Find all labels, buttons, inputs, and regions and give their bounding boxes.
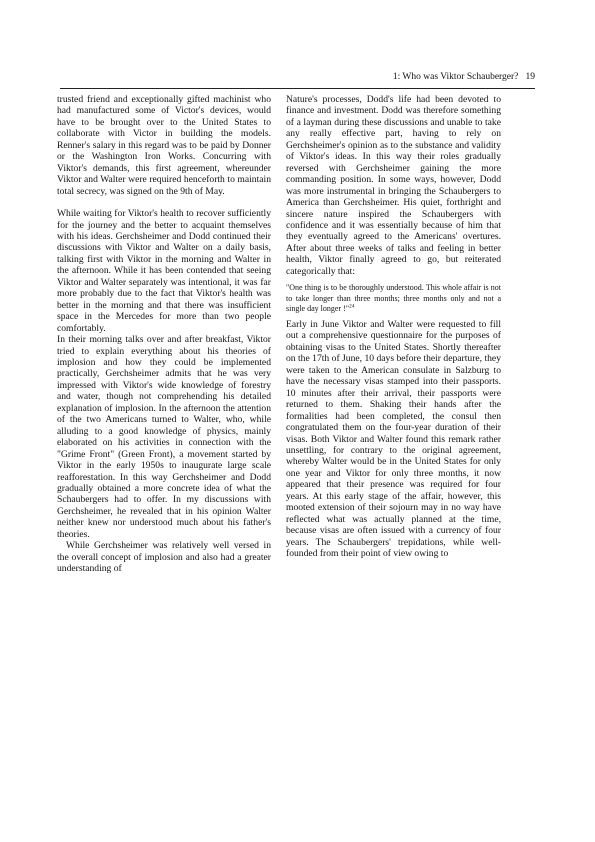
- paragraph: Early in June Viktor and Walter were requested to fill out a comprehensive questionnaire for the purposes of obtaining visas to the United States. Shortly thereafter on the 17th of June, 10 days before their departure, they were taken to the American consulate in Salzburg to have the necessary visas stamped into their passports. 10 minutes after their arrival, their passports were returned to them. Shaking their hands after the formalities had been completed, the consul then congratulated them on the four-year duration of their visas. Both Viktor and Walter found this remark rather unsettling, for contrary to the original agreement, whereby Walter would be in the United States for only one year and Viktor for only three months, it now appeared that their presence was required for four years. At this early stage of the affair, however, this mooted extension of their sojourn may in no way have reflected what was actually planned at the time, because visas are often issued with a currency of four years. The Schaubergers' trepidations, while well-founded from their point of view owing to: [286, 319, 501, 560]
- block-quote: [286, 283, 501, 315]
- page-number: 19: [525, 72, 535, 82]
- paragraph: While Gerchsheimer was relatively well versed in the overall concept of implosion and also had a greater understanding of: [57, 540, 271, 575]
- left-column: [57, 94, 271, 575]
- header-rule: [60, 88, 535, 89]
- paragraph: Nature's processes, Dodd's life had been devoted to finance and investment. Dodd was therefore something of a layman during these discussions and unable to take any really effective part, having to rely on Gerchsheimer's opinion as to the substance and validity of Viktor's ideas. In this way their roles gradually reversed with Gerchsheimer gaining the more commanding position. In some ways, however, Dodd was more instrumental in bringing the Schaubergers to America than Gerchsheimer. His quiet, forthright and sincere nature inspired the Schaubergers with confidence and it was essentially because of him that they eventually agreed to the Americans' overtures. After about three weeks of talks and feeling in better health, Viktor finally agreed to go, but reiterated categorically that:: [286, 94, 501, 277]
- paragraph: trusted friend and exceptionally gifted machinist who had manufactured some of Victor's devices, would have to be brought over to the United States to collaborate with Victor in building the models. Renner's salary in this regard was to be paid by Donner or the Washington Iron Works. Concurring with Viktor's demands, this first agreement, whereunder Viktor and Walter were required henceforth to maintain total secrecy, was signed on the 9th of May.: [57, 94, 271, 197]
- paragraph: In their morning talks over and after breakfast, Viktor tried to explain everything about his theories of implosion and how they could be implemented practically, Gerchsheimer admits that he was very impressed with Viktor's wide knowledge of forestry and water, though not comprehending his detailed explanation of implosion. In the afternoon the attention of the two Americans turned to Walter, who, while alluding to a good knowledge of physics, mainly elaborated on his activities in connection with the "Grime Front" (Green Front), a movement started by Viktor in the early 1950s to inaugurate large scale reafforestation. In this way Gerchsheimer and Dodd gradually obtained a more concrete idea of what the Schaubergers had to offer. In my discussions with Gerchsheimer, he revealed that in his opinion Walter neither knew nor understood much about his father's theories.: [57, 334, 271, 540]
- running-head: [393, 72, 535, 82]
- running-header: [60, 72, 535, 86]
- right-column: [286, 94, 501, 560]
- quote-text: "One thing is to be thoroughly understood. This whole affair is not to take longer than three months; three months only and not a single day longer !": [286, 283, 501, 314]
- footnote-marker[interactable]: 24: [349, 303, 355, 310]
- paragraph: While waiting for Viktor's health to recover sufficiently for the journey and the better to acquaint themselves with his ideas. Gerchsheimer and Dodd continued their discussions with Viktor and Walter on a daily basis, talking first with Viktor in the morning and Walter in the afternoon. While it has been contended that seeing Viktor and Walter separately was intentional, it was far more probably due to the fact that Viktor's health was better in the morning and that there was insufficient space in the Mercedes for more than two people comfortably.: [57, 208, 271, 334]
- chapter-title: 1: Who was Viktor Schauberger?: [392, 72, 519, 82]
